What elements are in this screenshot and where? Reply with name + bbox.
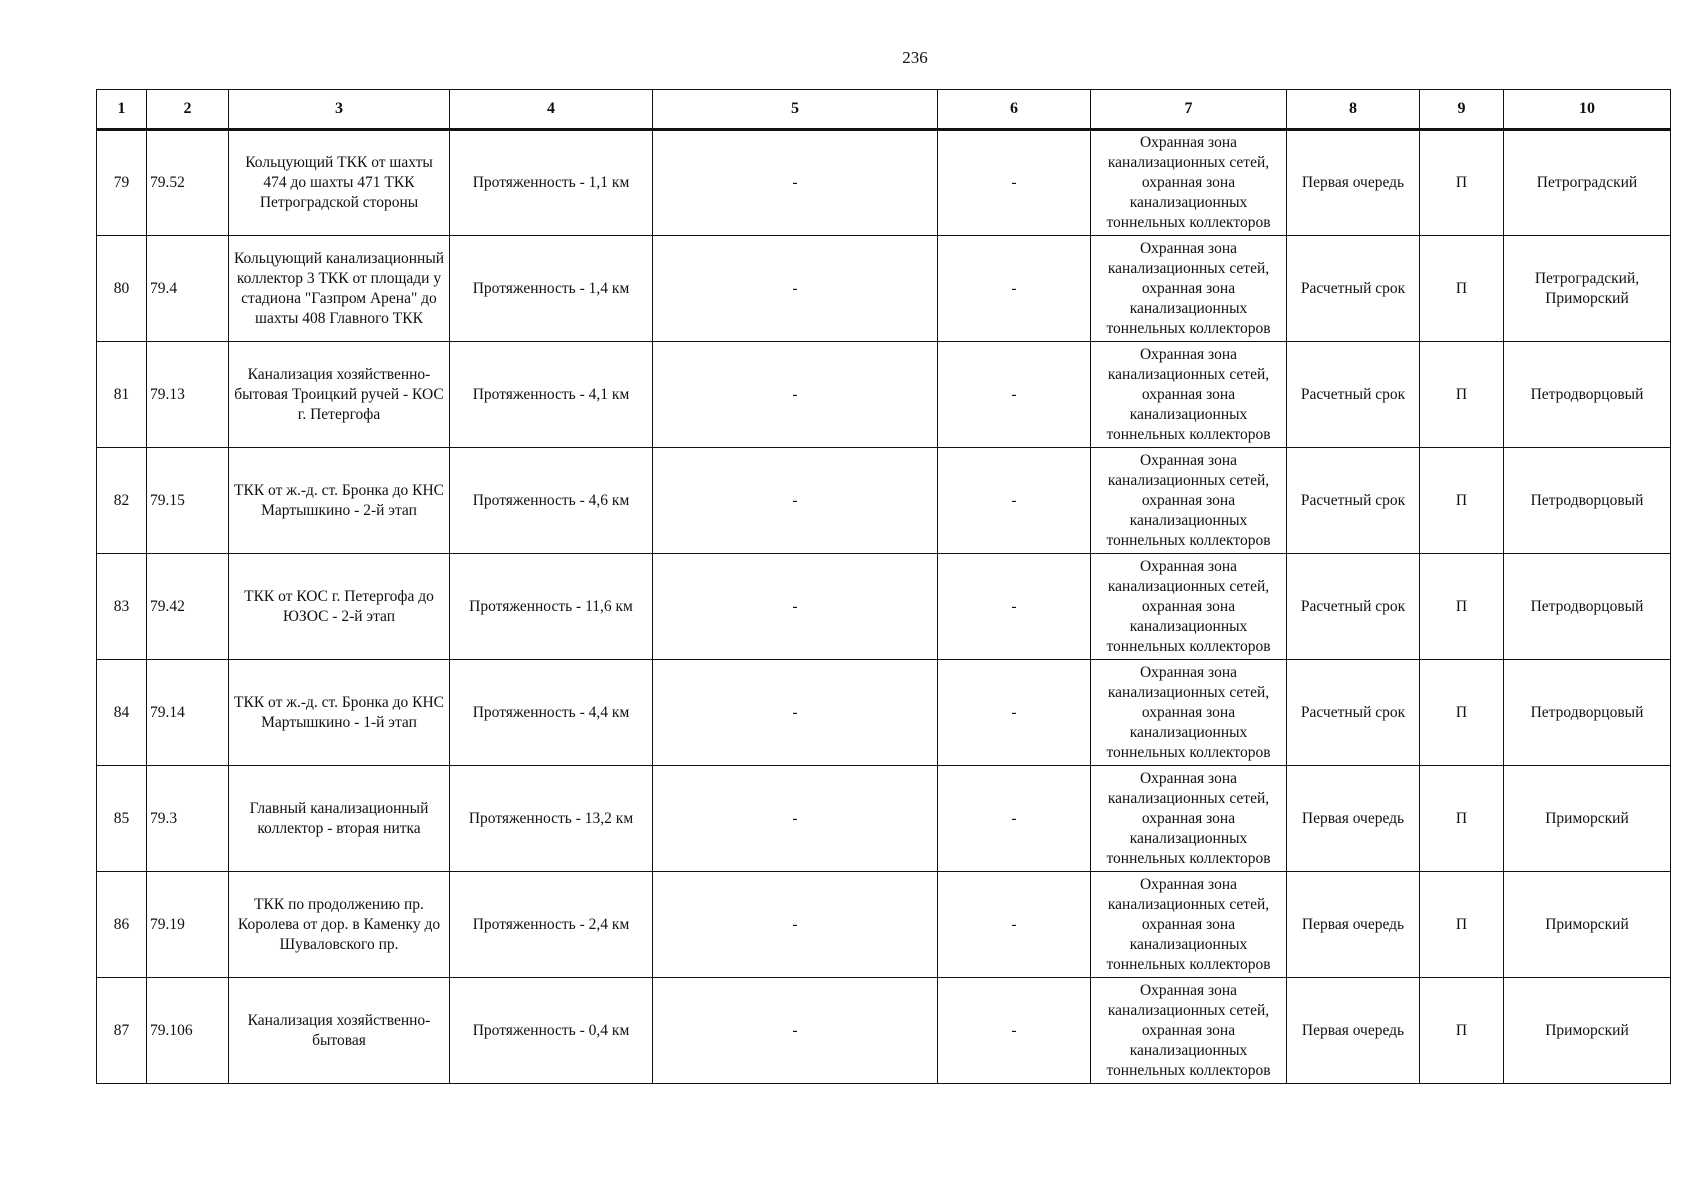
object-type: П [1420, 872, 1504, 978]
protection-zone: Охранная зона канализационных сетей, охранная зона канализационных тоннельных коллекторов [1091, 236, 1287, 342]
row-number: 86 [97, 872, 147, 978]
object-name: ТКК от ж.-д. ст. Бронка до КНС Мартышкино - 2-й этап [229, 448, 450, 554]
header-col-6: 6 [938, 90, 1091, 130]
header-col-10: 10 [1504, 90, 1671, 130]
protection-zone: Охранная зона канализационных сетей, охранная зона канализационных тоннельных коллекторов [1091, 872, 1287, 978]
district: Петроградский [1504, 130, 1671, 236]
object-type: П [1420, 978, 1504, 1084]
object-type: П [1420, 766, 1504, 872]
object-code: 79.4 [147, 236, 229, 342]
object-length: Протяженность - 4,6 км [450, 448, 653, 554]
object-name: Канализация хозяйственно-бытовая [229, 978, 450, 1084]
protection-zone: Охранная зона канализационных сетей, охранная зона канализационных тоннельных коллекторов [1091, 130, 1287, 236]
object-type: П [1420, 342, 1504, 448]
district: Петродворцовый [1504, 554, 1671, 660]
col-5-value: - [653, 448, 938, 554]
object-length: Протяженность - 4,1 км [450, 342, 653, 448]
header-col-9: 9 [1420, 90, 1504, 130]
object-name: ТКК от КОС г. Петергофа до ЮЗОС - 2-й этап [229, 554, 450, 660]
header-col-4: 4 [450, 90, 653, 130]
col-5-value: - [653, 766, 938, 872]
object-length: Протяженность - 4,4 км [450, 660, 653, 766]
table-row [97, 448, 1671, 554]
object-length: Протяженность - 11,6 км [450, 554, 653, 660]
implementation-stage: Первая очередь [1287, 978, 1420, 1084]
protection-zone: Охранная зона канализационных сетей, охранная зона канализационных тоннельных коллекторов [1091, 766, 1287, 872]
col-6-value: - [938, 342, 1091, 448]
col-5-value: - [653, 236, 938, 342]
header-col-2: 2 [147, 90, 229, 130]
object-length: Протяженность - 1,4 км [450, 236, 653, 342]
table-row [97, 342, 1671, 448]
object-length: Протяженность - 2,4 км [450, 872, 653, 978]
table-row [97, 766, 1671, 872]
infrastructure-table [96, 89, 1671, 1084]
col-6-value: - [938, 554, 1091, 660]
col-5-value: - [653, 342, 938, 448]
protection-zone: Охранная зона канализационных сетей, охранная зона канализационных тоннельных коллекторов [1091, 660, 1287, 766]
row-number: 79 [97, 130, 147, 236]
row-number: 84 [97, 660, 147, 766]
implementation-stage: Расчетный срок [1287, 236, 1420, 342]
row-number: 80 [97, 236, 147, 342]
col-5-value: - [653, 130, 938, 236]
district: Приморский [1504, 872, 1671, 978]
col-6-value: - [938, 978, 1091, 1084]
header-col-5: 5 [653, 90, 938, 130]
implementation-stage: Первая очередь [1287, 872, 1420, 978]
protection-zone: Охранная зона канализационных сетей, охранная зона канализационных тоннельных коллекторов [1091, 554, 1287, 660]
object-code: 79.19 [147, 872, 229, 978]
col-5-value: - [653, 978, 938, 1084]
object-name: Кольцующий ТКК от шахты 474 до шахты 471 ТКК Петроградской стороны [229, 130, 450, 236]
col-6-value: - [938, 130, 1091, 236]
col-6-value: - [938, 872, 1091, 978]
object-length: Протяженность - 13,2 км [450, 766, 653, 872]
implementation-stage: Первая очередь [1287, 766, 1420, 872]
table-row [97, 236, 1671, 342]
object-name: Канализация хозяйственно-бытовая Троицкий ручей - КОС г. Петергофа [229, 342, 450, 448]
object-type: П [1420, 448, 1504, 554]
row-number: 87 [97, 978, 147, 1084]
table-row [97, 660, 1671, 766]
object-code: 79.52 [147, 130, 229, 236]
object-name: ТКК от ж.-д. ст. Бронка до КНС Мартышкино - 1-й этап [229, 660, 450, 766]
district: Приморский [1504, 978, 1671, 1084]
district: Петродворцовый [1504, 342, 1671, 448]
district: Петроградский, Приморский [1504, 236, 1671, 342]
row-number: 81 [97, 342, 147, 448]
protection-zone: Охранная зона канализационных сетей, охранная зона канализационных тоннельных коллекторов [1091, 448, 1287, 554]
object-type: П [1420, 660, 1504, 766]
object-name: Главный канализационный коллектор - вторая нитка [229, 766, 450, 872]
object-name: Кольцующий канализационный коллектор 3 ТКК от площади у стадиона "Газпром Арена" до шахты 408 Главного ТКК [229, 236, 450, 342]
implementation-stage: Первая очередь [1287, 130, 1420, 236]
implementation-stage: Расчетный срок [1287, 448, 1420, 554]
district: Приморский [1504, 766, 1671, 872]
col-5-value: - [653, 660, 938, 766]
object-type: П [1420, 236, 1504, 342]
col-5-value: - [653, 872, 938, 978]
table-row [97, 872, 1671, 978]
col-6-value: - [938, 766, 1091, 872]
col-6-value: - [938, 236, 1091, 342]
implementation-stage: Расчетный срок [1287, 554, 1420, 660]
row-number: 83 [97, 554, 147, 660]
table-row [97, 978, 1671, 1084]
row-number: 82 [97, 448, 147, 554]
object-length: Протяженность - 1,1 км [450, 130, 653, 236]
header-row [97, 90, 1671, 130]
protection-zone: Охранная зона канализационных сетей, охранная зона канализационных тоннельных коллекторов [1091, 978, 1287, 1084]
object-name: ТКК по продолжению пр. Королева от дор. в Каменку до Шуваловского пр. [229, 872, 450, 978]
object-code: 79.3 [147, 766, 229, 872]
district: Петродворцовый [1504, 448, 1671, 554]
col-6-value: - [938, 660, 1091, 766]
header-col-7: 7 [1091, 90, 1287, 130]
object-code: 79.106 [147, 978, 229, 1084]
table-row [97, 130, 1671, 236]
implementation-stage: Расчетный срок [1287, 342, 1420, 448]
object-type: П [1420, 130, 1504, 236]
object-code: 79.13 [147, 342, 229, 448]
object-code: 79.14 [147, 660, 229, 766]
object-code: 79.15 [147, 448, 229, 554]
district: Петродворцовый [1504, 660, 1671, 766]
implementation-stage: Расчетный срок [1287, 660, 1420, 766]
object-code: 79.42 [147, 554, 229, 660]
header-col-8: 8 [1287, 90, 1420, 130]
page-number: 236 [902, 48, 928, 67]
protection-zone: Охранная зона канализационных сетей, охранная зона канализационных тоннельных коллекторов [1091, 342, 1287, 448]
col-5-value: - [653, 554, 938, 660]
object-type: П [1420, 554, 1504, 660]
object-length: Протяженность - 0,4 км [450, 978, 653, 1084]
row-number: 85 [97, 766, 147, 872]
header-col-1: 1 [97, 90, 147, 130]
header-col-3: 3 [229, 90, 450, 130]
table-row [97, 554, 1671, 660]
col-6-value: - [938, 448, 1091, 554]
